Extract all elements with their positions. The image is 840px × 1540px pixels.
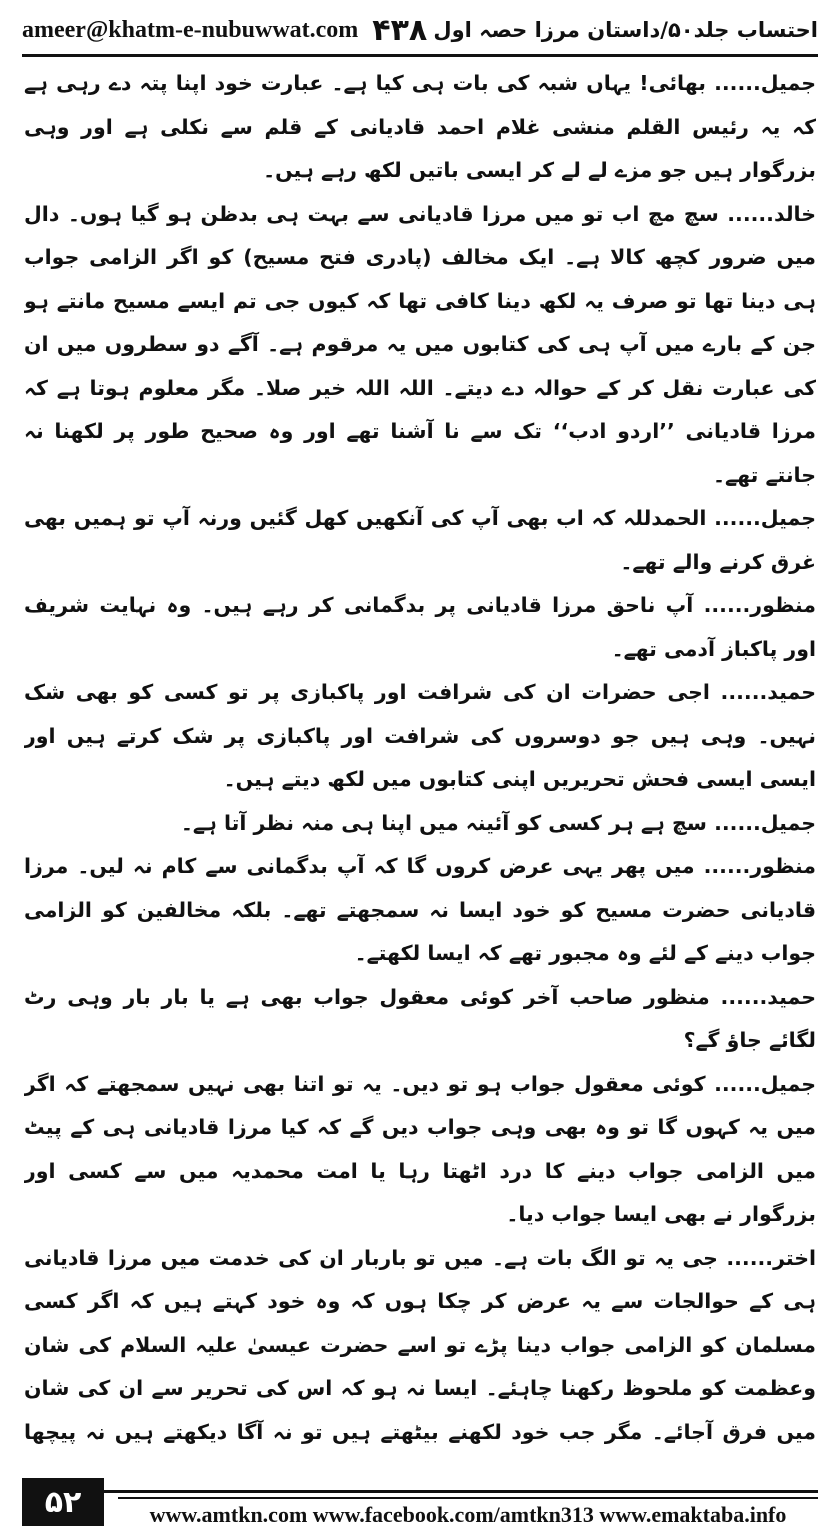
paragraph-3: جمیل...... الحمدللہ کہ اب بھی آپ کی آنکھیں کھل گئیں ورنہ آپ تو ہمیں بھی غرق کرنے والے تھے۔ <box>24 506 816 574</box>
paragraph-2: خالد...... سچ مچ اب تو میں مرزا قادیانی سے بہت ہی بدظن ہو گیا ہوں۔ دال میں ضرور کچھ کالا ہے۔ ایک مخالف (پادری فتح مسیح) کو اگر الزامی جواب ہی دینا تھا تو صرف یہ لکھ دینا کافی تھا کہ کیوں جی تم ایسے مسیح مانتے ہو جن کے بارے میں آپ ہی کی کتابوں میں یہ مرقوم ہے۔ آگے دو سطروں میں ان کی عبارت نقل کر کے حوالہ دے دیتے۔ اللہ اللہ خیر صلا۔ مگر معلوم ہوتا ہے کہ مرزا قادیانی ’’اردو ادب‘‘ تک سے نا آشنا تھے اور وہ صحیح طور پر لکھنا نہ جانتے تھے۔ <box>24 201 816 487</box>
footer-urls: www.amtkn.com www.facebook.com/amtkn313 www.emaktaba.info <box>149 1502 787 1527</box>
header-left <box>22 13 427 48</box>
paragraph-6: جمیل...... سچ ہے ہر کسی کو آئینہ میں اپنا ہی منہ نظر آتا ہے۔ <box>180 810 816 835</box>
paragraph-1: جمیل...... بھائی! یہاں شبہ کی بات ہی کیا ہے۔ عبارت خود اپنا پتہ دے رہی ہے کہ یہ رئیس القلم منشی غلام احمد قادیانی کے قلم سے نکلی ہے اور وہی بزرگوار ہیں جو مزے لے لے کر ایسی باتیں لکھ رہے ہیں۔ <box>24 71 816 182</box>
header-email: ameer@khatm-e-nubuwwat.com <box>22 16 359 43</box>
page-body <box>24 62 816 1448</box>
paragraph-8: حمید...... منظور صاحب آخر کوئی معقول جواب بھی ہے یا بار بار وہی رٹ لگائے جاؤ گے؟ <box>24 984 816 1052</box>
page-header <box>22 10 818 50</box>
header-page-number: ۴۳۸ <box>372 12 428 48</box>
footer-rule <box>22 1490 818 1493</box>
header-book-title: احتساب جلد۵۰/داستان مرزا حصہ اول <box>433 18 818 42</box>
header-rule <box>22 54 818 57</box>
page-footer <box>22 1484 818 1532</box>
paragraph-10: اختر...... جی یہ تو الگ بات ہے۔ میں تو باربار ان کی خدمت میں مرزا قادیانی ہی کے حوالجات سے یہ عرض کر چکا ہوں کہ وہ خود کہتے ہیں کہ اگر کسی مسلمان کو الزامی جواب دینا پڑے تو اسے حضرت عیسیٰ علیہ السلام کی شان وعظمت کو ملحوظ رکھنا چاہئے۔ ایسا نہ ہو کہ اس کی تحریر سے ان کی شان میں فرق آجائے۔ مگر جب خود لکھنے بیٹھتے ہیں تو نہ آگا دیکھتے ہیں نہ پیچھا <box>24 1245 816 1444</box>
paragraph-5: حمید...... اجی حضرات ان کی شرافت اور پاکبازی پر تو کسی کو بھی شک نہیں۔ وہی ہیں جو دوسروں کی شرافت اور پاکبازی پر شک کرتے ہیں اور ایسی ایسی فحش تحریریں اپنی کتابوں میں لکھ دیتے ہیں۔ <box>24 680 816 791</box>
footer-page-number: ۵۲ <box>22 1478 104 1526</box>
paragraph-9: جمیل...... کوئی معقول جواب ہو تو دیں۔ یہ تو اتنا بھی نہیں سمجھتے کہ اگر میں یہ کہوں گا تو وہ بھی وہی جواب دیں گے کہ کیا مرزا قادیانی ہی کے پیٹ میں الزامی جواب دینے کا درد اٹھتا رہا یا امت محمدیہ میں سے کسی اور بزرگوار نے بھی ایسا جواب دیا۔ <box>24 1071 816 1226</box>
paragraph-4: منظور...... آپ ناحق مرزا قادیانی پر بدگمانی کر رہے ہیں۔ وہ نہایت شریف اور پاکباز آدمی تھے۔ <box>24 593 816 661</box>
footer-rule-secondary <box>118 1497 818 1499</box>
paragraph-7: منظور...... میں پھر یہی عرض کروں گا کہ آپ بدگمانی سے کام نہ لیں۔ مرزا قادیانی حضرت مسیح کو خود ایسا نہ سمجھتے تھے۔ بلکہ مخالفین کو الزامی جواب دینے کے لئے وہ مجبور تھے کہ ایسا لکھتے۔ <box>24 854 816 965</box>
